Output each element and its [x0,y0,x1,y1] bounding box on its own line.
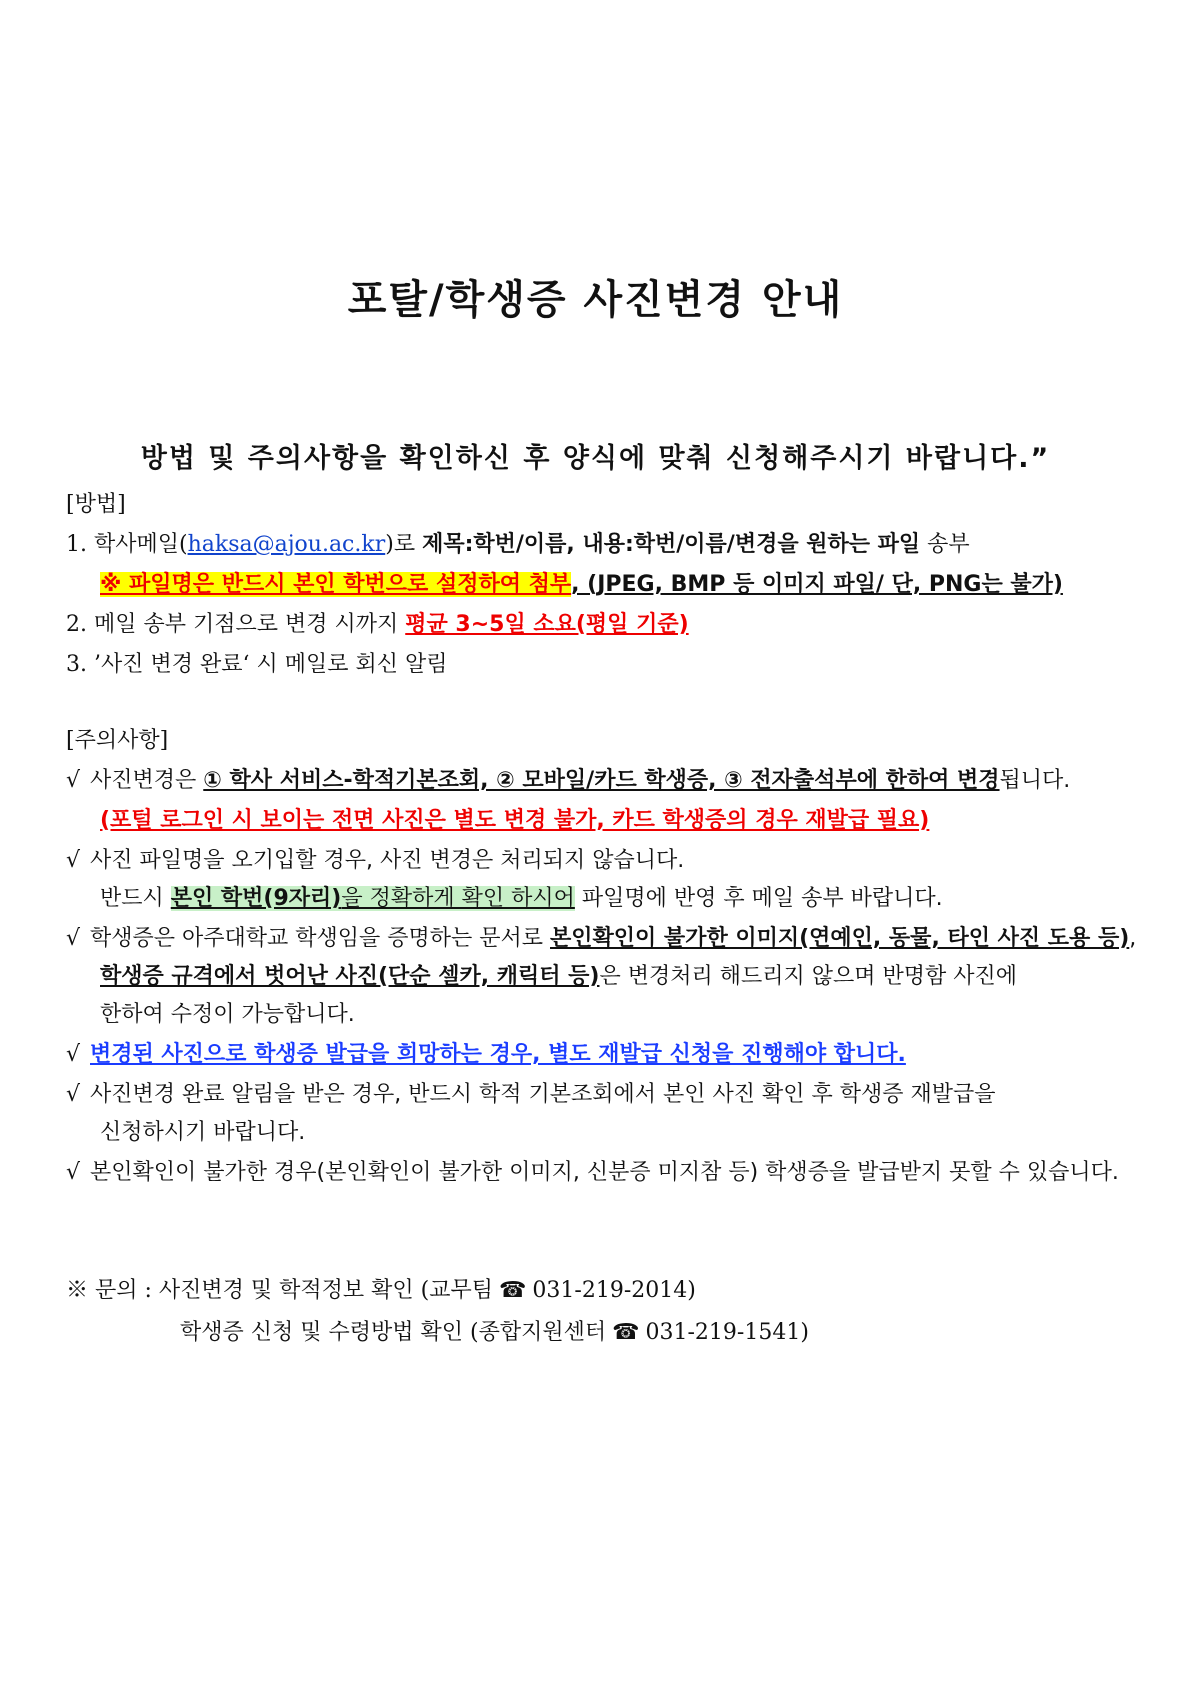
caution-heading: [주의사항] [66,728,169,753]
caution-4-text: 변경된 사진으로 학생증 발급을 희망하는 경우, 별도 재발급 신청을 진행해야 합니다. [90,1042,906,1067]
caution-item-1 [66,766,1070,796]
contact-1-phone: 031-219-2014) [532,1278,696,1303]
check-mark-icon: √ [66,926,81,951]
contact-line-2 [180,1318,809,1348]
check-mark-icon: √ [66,1160,81,1185]
caution-5-text: 사진변경 완료 알림을 받은 경우, 반드시 학적 기본조회에서 본인 사진 확인 후 학생증 재발급을 [90,1082,996,1107]
method-item-1 [66,530,970,560]
caution-1-bold: ① 학사 서비스-학적기본조회, ② 모바일/카드 학생증, ③ 전자출석부에 한하여 변경 [203,768,1000,793]
caution-6-text: 본인확인이 불가한 경우(본인확인이 불가한 이미지, 신분증 미지참 등) 학생증을 발급받지 못할 수 있습니다. [90,1160,1119,1185]
caution-1-red-note: (포털 로그인 시 보이는 전면 사진은 별도 변경 불가, 카드 학생증의 경우 재발급 필요) [100,808,930,833]
method-item-1-suffix: 송부 [920,532,970,557]
file-format-note: , (JPEG, BMP 등 이미지 파일/ 단, PNG는 불가) [571,572,1063,597]
check-mark-icon: √ [66,1082,81,1107]
method-item-1-mid: )로 [385,532,423,557]
caution-3b-bold: 학생증 규격에서 벗어난 사진(단순 셀카, 캐릭터 등) [100,964,600,989]
caution-2-text: 사진 파일명을 오기입할 경우, 사진 변경은 처리되지 않습니다. [90,848,685,873]
check-mark-icon: √ [66,1042,81,1067]
caution-2b-bold: 본인 학번(9자리) [170,886,342,911]
contact-2-phone: 031-219-1541) [645,1320,809,1345]
method-item-2 [66,610,689,640]
caution-2b-prefix: 반드시 [100,886,171,911]
caution-item-2 [66,846,684,876]
caution-item-5-line2 [100,1118,305,1148]
check-mark-icon: √ [66,768,81,793]
method-item-1-prefix: 1. 학사메일( [66,532,188,557]
caution-3-suffix: , [1129,926,1137,951]
page-title: 포탈/학생증 사진변경 안내 [347,277,844,323]
method-item-3: 3. ’사진 변경 완료‘ 시 메일로 회신 알림 [66,652,448,677]
contact-2-label: 학생증 신청 및 수령방법 확인 (종합지원센터 [180,1320,607,1345]
contact-1-label: 사진변경 및 학적정보 확인 (교무팀 [158,1278,493,1303]
method-heading: [방법] [66,492,126,517]
caution-3b-suffix: 은 변경처리 해드리지 않으며 반명함 사진에 [599,964,1017,989]
email-link[interactable]: haksa@ajou.ac.kr [187,532,386,557]
contact-mark: ※ 문의 : [66,1278,159,1303]
method-item-1-note [100,570,1063,600]
filename-warning: ※ 파일명은 반드시 본인 학번으로 설정하여 첨부 [100,572,572,597]
caution-item-2-note [100,884,943,914]
page-subtitle: 방법 및 주의사항을 확인하신 후 양식에 맞춰 신청해주시기 바랍니다.” [140,443,1051,474]
caution-2b-mid: 을 정확하게 확인 하시어 [341,886,575,911]
method-item-2-prefix: 2. 메일 송부 기점으로 변경 시까지 [66,612,406,637]
caution-item-3-line3 [100,1000,355,1030]
phone-icon: ☎ [499,1278,527,1303]
contact-line-1 [66,1276,696,1306]
caution-item-3-line2 [100,962,1017,992]
processing-time: 평균 3~5일 소요(평일 기준) [405,612,689,637]
caution-3c-text: 한하여 수정이 가능합니다. [100,1002,355,1027]
method-item-1-bold: 제목:학번/이름, 내용:학번/이름/변경을 원하는 파일 [422,532,921,557]
phone-icon: ☎ [612,1320,640,1345]
caution-item-4 [66,1040,906,1070]
caution-1-prefix: 사진변경은 [90,768,204,793]
check-mark-icon: √ [66,848,81,873]
caution-item-5 [66,1080,995,1110]
caution-3-bold: 본인확인이 불가한 이미지(연예인, 동물, 타인 사진 도용 등) [550,926,1130,951]
caution-item-1-note [100,806,929,836]
caution-1-suffix: 됩니다. [999,768,1071,793]
caution-item-6 [66,1158,1119,1188]
caution-5b-text: 신청하시기 바랍니다. [100,1120,306,1145]
caution-2b-suffix: 파일명에 반영 후 메일 송부 바랍니다. [574,886,943,911]
caution-3-prefix: 학생증은 아주대학교 학생임을 증명하는 문서로 [90,926,551,951]
caution-item-3 [66,924,1136,954]
